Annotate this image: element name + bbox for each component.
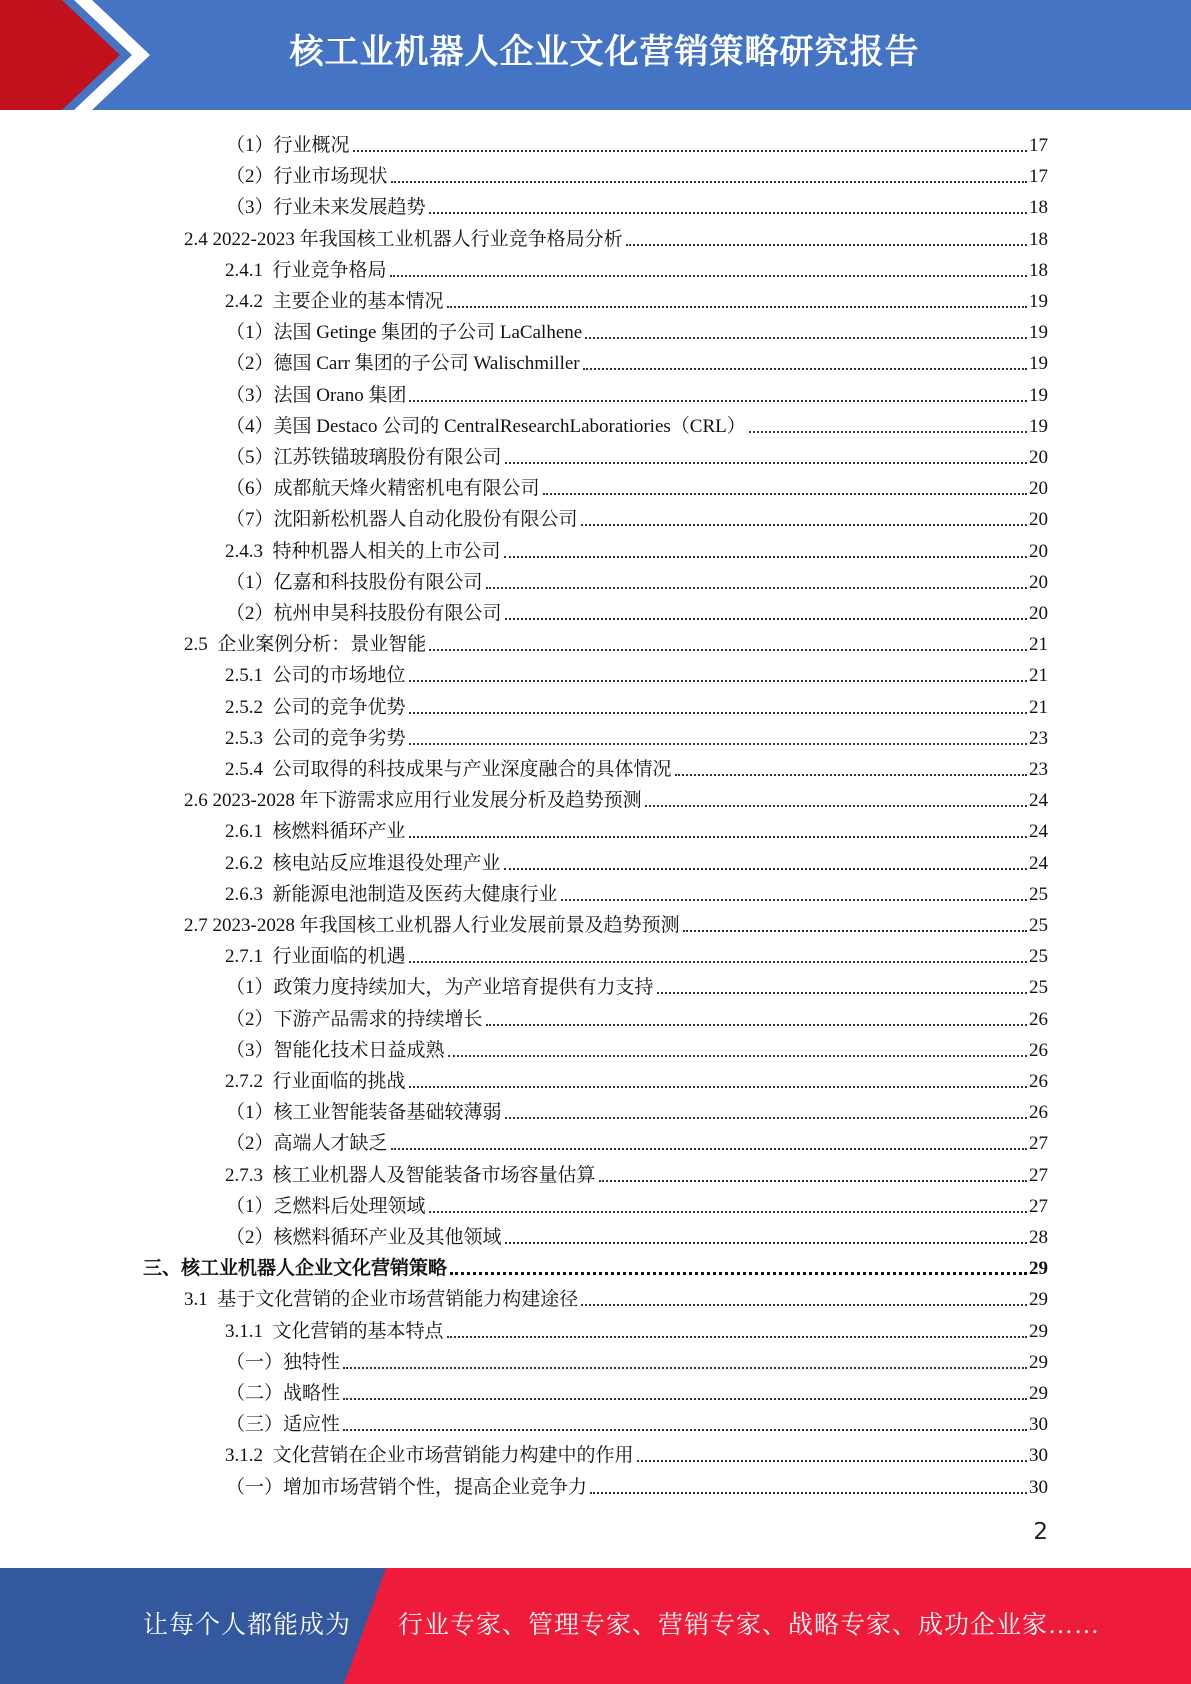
toc-entry[interactable]	[226, 315, 1048, 345]
toc-entry-page: 28	[1029, 1227, 1048, 1248]
toc-dot-leader	[504, 556, 1027, 558]
toc-dot-leader	[505, 462, 1027, 464]
toc-entry-page: 27	[1029, 1195, 1048, 1217]
toc-dot-leader	[504, 868, 1027, 870]
toc-entry[interactable]	[226, 1002, 1048, 1032]
toc-entry-page: 23	[1029, 759, 1048, 780]
toc-entry-page: 20	[1029, 478, 1048, 500]
toc-entry-title: 2.4 2022-2023 年我国核工业机器人行业竞争格局分析	[184, 228, 623, 250]
toc-entry[interactable]	[226, 190, 1048, 220]
toc-dot-leader	[683, 930, 1027, 932]
toc-entry-page: 19	[1029, 415, 1048, 437]
toc-dot-leader	[585, 337, 1027, 339]
toc-entry-page: 18	[1029, 197, 1048, 219]
toc-entry[interactable]	[226, 1407, 1048, 1437]
toc-entry-page: 24	[1029, 821, 1048, 843]
toc-dot-leader	[749, 431, 1027, 433]
toc-entry-title: （4）美国 Destaco 公司的 CentralResearchLaboratiories（CRL）	[226, 415, 746, 437]
toc-entry-title: （1）政策力度持续加大，为产业培育提供有力支持	[226, 977, 654, 999]
toc-entry[interactable]	[226, 1470, 1048, 1500]
toc-entry-title: （1）法国 Getinge 集团的子公司 LaCalhene	[226, 322, 583, 344]
toc-entry[interactable]	[226, 502, 1048, 532]
toc-entry-page: 17	[1029, 135, 1048, 156]
toc-entry-page: 26	[1029, 1071, 1048, 1092]
toc-dot-leader	[343, 1367, 1027, 1369]
toc-entry-title: 2.4.1 行业竞争格局	[225, 259, 387, 281]
toc-entry-title: 2.5.4 公司取得的科技成果与产业深度融合的具体情况	[225, 759, 672, 780]
toc-dot-leader	[429, 649, 1027, 651]
toc-entry-page: 23	[1029, 727, 1048, 749]
toc-dot-leader	[599, 1180, 1027, 1182]
toc-entry-title: 2.7.2 行业面临的挑战	[225, 1071, 406, 1092]
toc-entry[interactable]	[225, 846, 1048, 876]
report-title: 核工业机器人企业文化营销策略研究报告	[289, 32, 920, 72]
toc-entry-title: （2）下游产品需求的持续增长	[226, 1008, 483, 1030]
toc-entry-page: 20	[1029, 571, 1048, 593]
toc-entry-title: 2.5.2 公司的竞争优势	[225, 696, 406, 718]
toc-entry-page: 19	[1029, 384, 1048, 406]
toc-entry-page: 24	[1029, 790, 1048, 812]
toc-dot-leader	[505, 1117, 1027, 1119]
toc-dot-leader	[590, 1492, 1027, 1494]
toc-entry-page: 25	[1029, 915, 1048, 936]
toc-entry-title: 2.7.3 核工业机器人及智能装备市场容量估算	[225, 1164, 596, 1186]
toc-entry-title: （1）亿嘉和科技股份有限公司	[226, 571, 483, 593]
toc-entry[interactable]	[226, 378, 1048, 408]
toc-entry-page: 26	[1029, 1102, 1048, 1124]
toc-entry-page: 29	[1029, 1351, 1048, 1373]
toc-dot-leader	[343, 1398, 1027, 1400]
toc-entry-title: 2.4.2 主要企业的基本情况	[225, 291, 444, 312]
toc-entry-title: （3）智能化技术日益成熟	[226, 1039, 445, 1061]
toc-entry-page: 20	[1029, 540, 1048, 562]
toc-dot-leader	[583, 368, 1027, 370]
toc-entry[interactable]	[184, 627, 1048, 657]
toc-entry[interactable]	[226, 1189, 1048, 1219]
toc-dot-leader	[645, 805, 1027, 807]
toc-entry-page: 20	[1029, 509, 1048, 531]
toc-entry-title: 3.1 基于文化营销的企业市场营销能力构建途径	[184, 1289, 579, 1311]
toc-entry-page: 29	[1029, 1320, 1048, 1342]
toc-entry[interactable]	[226, 1376, 1048, 1406]
toc-entry[interactable]	[225, 1064, 1048, 1094]
toc-entry-page: 29	[1029, 1383, 1048, 1404]
toc-dot-leader	[581, 1304, 1027, 1306]
toc-entry-page: 30	[1029, 1414, 1048, 1436]
toc-entry-title: 2.7.1 行业面临的机遇	[225, 946, 406, 968]
toc-entry-title: 三、核工业机器人企业文化营销策略	[143, 1258, 448, 1280]
toc-entry-page: 29	[1029, 1289, 1048, 1311]
toc-entry[interactable]	[184, 1282, 1048, 1312]
toc-entry-title: （3）法国 Orano 集团	[226, 384, 407, 406]
toc-entry-title: 2.6.3 新能源电池制造及医药大健康行业	[225, 883, 558, 905]
toc-dot-leader	[429, 1211, 1027, 1213]
toc-entry-page: 19	[1029, 353, 1048, 375]
toc-entry-page: 25	[1029, 946, 1048, 968]
toc-entry[interactable]	[226, 1126, 1048, 1156]
toc-entry-title: （1）行业概况	[226, 135, 350, 156]
toc-entry-title: 3.1.1 文化营销的基本特点	[225, 1320, 444, 1342]
toc-entry[interactable]	[226, 409, 1048, 439]
toc-entry[interactable]	[226, 565, 1048, 595]
toc-entry-title: （2）行业市场现状	[226, 166, 388, 188]
toc-entry-title: 2.5.1 公司的市场地位	[225, 665, 406, 687]
toc-dot-leader	[561, 899, 1027, 901]
toc-entry[interactable]	[225, 721, 1048, 751]
toc-entry-title: （2）核燃料循环产业及其他领域	[226, 1227, 502, 1248]
toc-dot-leader	[448, 1055, 1027, 1057]
footer-slogan-left: 让每个人都能成为	[143, 1612, 352, 1639]
toc-dot-leader	[447, 1336, 1027, 1338]
toc-entry-page: 26	[1029, 1008, 1048, 1030]
toc-entry[interactable]	[225, 1438, 1048, 1468]
toc-entry[interactable]	[226, 1033, 1048, 1063]
toc-entry[interactable]	[143, 1251, 1048, 1281]
toc-entry[interactable]	[226, 1345, 1048, 1375]
toc-dot-leader	[391, 181, 1027, 183]
toc-entry-title: （2）德国 Carr 集团的子公司 Walischmiller	[226, 353, 580, 375]
toc-dot-leader	[409, 400, 1027, 402]
toc-entry-page: 26	[1029, 1039, 1048, 1061]
toc-entry[interactable]	[225, 1158, 1048, 1188]
toc-dot-leader	[429, 212, 1027, 214]
toc-dot-leader	[447, 306, 1027, 308]
toc-entry[interactable]	[226, 970, 1048, 1000]
toc-entry[interactable]	[226, 440, 1048, 470]
toc-entry-title: 3.1.2 文化营销在企业市场营销能力构建中的作用	[225, 1445, 634, 1467]
toc-entry[interactable]	[225, 1314, 1048, 1344]
toc-entry-page: 25	[1029, 883, 1048, 905]
toc-entry[interactable]	[226, 159, 1048, 189]
toc-dot-leader	[543, 493, 1027, 495]
toc-entry[interactable]	[225, 284, 1048, 314]
toc-entry[interactable]	[226, 596, 1048, 626]
toc-dot-leader	[581, 524, 1027, 526]
toc-dot-leader	[409, 712, 1027, 714]
toc-entry-page: 18	[1029, 228, 1048, 250]
toc-entry[interactable]	[226, 1220, 1048, 1250]
toc-entry-title: 2.6.2 核电站反应堆退役处理产业	[225, 852, 501, 874]
toc-entry-title: （3）行业未来发展趋势	[226, 197, 426, 219]
toc-entry-title: 2.5.3 公司的竞争劣势	[225, 727, 406, 749]
toc-entry-title: （2）杭州申昊科技股份有限公司	[226, 603, 502, 624]
toc-dot-leader	[390, 275, 1027, 277]
toc-dot-leader	[409, 743, 1027, 745]
toc-entry[interactable]	[225, 534, 1048, 564]
toc-entry[interactable]	[226, 128, 1048, 158]
toc-entry-page: 21	[1029, 696, 1048, 718]
toc-entry[interactable]	[225, 253, 1048, 283]
toc-entry-title: 2.6 2023-2028 年下游需求应用行业发展分析及趋势预测	[184, 790, 642, 812]
toc-entry-page: 30	[1029, 1445, 1048, 1467]
toc-entry-page: 29	[1029, 1258, 1048, 1280]
toc-dot-leader	[409, 961, 1027, 963]
toc-dot-leader	[486, 587, 1027, 589]
toc-dot-leader	[675, 774, 1027, 776]
toc-entry-title: （2）高端人才缺乏	[226, 1133, 388, 1155]
toc-dot-leader	[505, 1242, 1027, 1244]
toc-entry-page: 21	[1029, 634, 1048, 656]
toc-entry[interactable]	[226, 471, 1048, 501]
toc-dot-leader	[637, 1460, 1027, 1462]
toc-entry-page: 20	[1029, 603, 1048, 624]
toc-entry[interactable]	[226, 1095, 1048, 1125]
toc-entry-title: 2.7 2023-2028 年我国核工业机器人行业发展前景及趋势预测	[184, 915, 680, 936]
toc-entry-page: 18	[1029, 259, 1048, 281]
toc-entry[interactable]	[225, 939, 1048, 969]
toc-entry-page: 20	[1029, 447, 1048, 468]
toc-entry[interactable]	[226, 346, 1048, 376]
toc-dot-leader	[626, 244, 1027, 246]
toc-entry-title: （1）乏燃料后处理领域	[226, 1195, 426, 1217]
toc-dot-leader	[391, 1148, 1027, 1150]
toc-dot-leader	[409, 836, 1027, 838]
toc-entry[interactable]	[225, 814, 1048, 844]
toc-entry-title: 2.4.3 特种机器人相关的上市公司	[225, 540, 501, 562]
toc-entry-title: （一）独特性	[226, 1351, 341, 1373]
toc-dot-leader	[409, 680, 1027, 682]
toc-entry-title: （1）核工业智能装备基础较薄弱	[226, 1102, 502, 1124]
toc-dot-leader	[353, 150, 1027, 152]
toc-entry-title: （7）沈阳新松机器人自动化股份有限公司	[226, 509, 578, 531]
toc-entry-title: 2.6.1 核燃料循环产业	[225, 821, 406, 843]
page-number: 2	[1033, 1519, 1048, 1545]
toc-entry[interactable]	[184, 908, 1048, 938]
toc-entry-title: （一）增加市场营销个性，提高企业竞争力	[226, 1476, 588, 1498]
footer-slogan-right: 行业专家、管理专家、营销专家、战略专家、成功企业家……	[398, 1612, 1101, 1639]
toc-dot-leader	[409, 1086, 1027, 1088]
toc-entry-page: 21	[1029, 665, 1048, 687]
toc-entry-title: （6）成都航天烽火精密机电有限公司	[226, 478, 540, 500]
toc-entry-page: 27	[1029, 1164, 1048, 1186]
toc-dot-leader	[657, 992, 1027, 994]
toc-entry[interactable]	[184, 783, 1048, 813]
toc-entry-title: （二）战略性	[226, 1383, 341, 1404]
toc-dot-leader	[343, 1429, 1027, 1431]
toc-entry-page: 27	[1029, 1133, 1048, 1155]
toc-dot-leader	[505, 618, 1027, 620]
toc-entry[interactable]	[225, 658, 1048, 688]
toc-entry[interactable]	[225, 877, 1048, 907]
toc-entry-page: 24	[1029, 852, 1048, 874]
toc-dot-leader	[450, 1272, 1027, 1275]
page-header	[0, 0, 1191, 110]
toc-entry-title: （5）江苏铁锚玻璃股份有限公司	[226, 447, 502, 468]
toc-entry-title: （三）适应性	[226, 1414, 341, 1436]
toc-entry[interactable]	[184, 222, 1048, 252]
toc-entry-page: 19	[1029, 322, 1048, 344]
toc-entry[interactable]	[225, 752, 1048, 782]
toc-entry-page: 17	[1029, 166, 1048, 188]
toc-entry-page: 25	[1029, 977, 1048, 999]
toc-entry[interactable]	[225, 690, 1048, 720]
toc-entry-page: 19	[1029, 291, 1048, 312]
toc-entry-title: 2.5 企业案例分析：景业智能	[184, 634, 427, 656]
toc-dot-leader	[486, 1024, 1027, 1026]
page-footer	[0, 1568, 1191, 1684]
toc-entry-page: 30	[1029, 1476, 1048, 1498]
